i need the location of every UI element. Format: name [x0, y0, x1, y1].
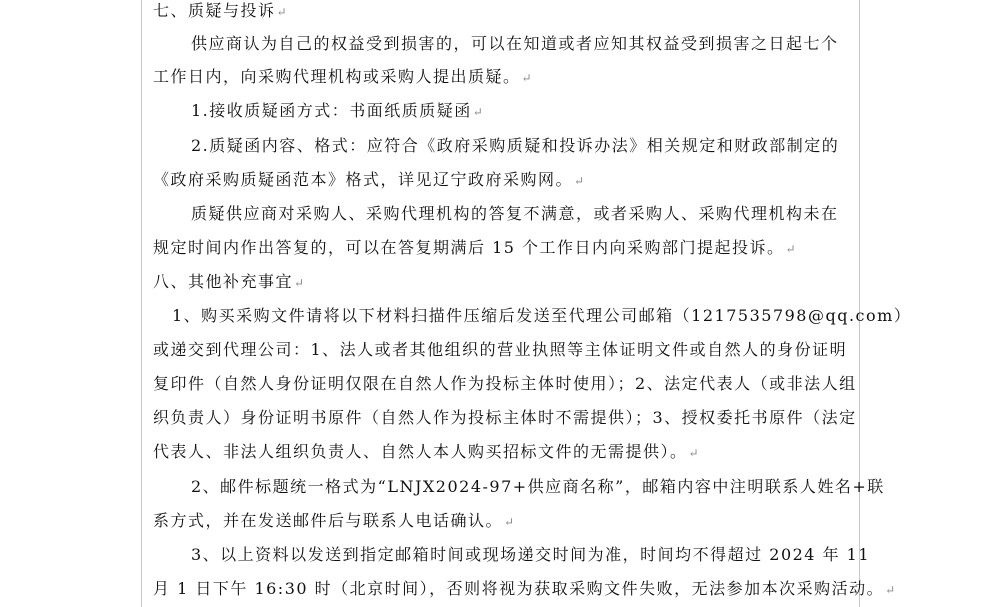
- section-8-item2-line1: 2、邮件标题统一格式为“LNJX2024-97+供应商名称”，邮箱内容中注明联系人姓名+联: [191, 477, 885, 496]
- section-7-heading: [153, 1, 288, 22]
- section-7-item2-line2-text: 《政府采购质疑函范本》格式，详见辽宁政府采购网。: [153, 170, 574, 189]
- section-7-para2-line2-text: 规定时间内作出答复的，可以在答复期满后 15 个工作日内向采购部门提起投诉。: [153, 238, 785, 257]
- paragraph-mark: ↵: [785, 242, 798, 256]
- section-8-item1-line5-text: 代表人、非法人组织负责人、自然人本人购买招标文件的无需提供）。: [153, 442, 688, 461]
- section-8-item1-line4: 织负责人）身份证明书原件（自然人作为投标主体时不需提供）；3、授权委托书原件（法定: [153, 408, 857, 427]
- section-8-item3-line1: 3、以上资料以发送到指定邮箱时间或现场递交时间为准，时间均不得超过 2024 年 11: [191, 545, 871, 564]
- section-7-para1-line2-text: 工作日内，向采购代理机构或采购人提出质疑。: [153, 67, 521, 86]
- section-7-item2-line2: [153, 170, 586, 191]
- section-8-item2-line2-text: 系方式，并在发送邮件后与联系人电话确认。: [153, 511, 504, 530]
- section-7-item1: [191, 101, 484, 122]
- section-8-item3-line2-text: 月 1 日下午 16:30 时（北京时间），否则将视为获取采购文件失败，无法参加本次采购活动。: [153, 579, 885, 598]
- paragraph-mark: ↵: [521, 71, 534, 85]
- section-8-item1-line3: 复印件（自然人身份证明仅限在自然人作为投标主体时使用）；2、法定代表人（或非法人组: [153, 374, 857, 393]
- section-7-para1-line1: 供应商认为自己的权益受到损害的，可以在知道或者应知其权益受到损害之日起七个: [191, 34, 839, 53]
- paragraph-mark: ↵: [276, 5, 289, 19]
- left-margin-guide: [141, 0, 142, 607]
- section-8-heading: [153, 272, 306, 293]
- paragraph-mark: ↵: [472, 105, 485, 119]
- section-8-item3-line2: [153, 579, 897, 600]
- paragraph-mark: ↵: [294, 276, 306, 290]
- section-7-para2-line1: 质疑供应商对采购人、采购代理机构的答复不满意，或者采购人、采购代理机构未在: [191, 204, 839, 223]
- section-7-item2-line1: 2.质疑函内容、格式：应符合《政府采购质疑和投诉办法》相关规定和财政部制定的: [191, 136, 840, 155]
- section-7-para1-line2: [153, 67, 533, 88]
- right-margin-guide: [859, 0, 860, 607]
- section-8-heading-text: 八、其他补充事宜: [153, 272, 294, 291]
- section-7-item1-text: 1.接收质疑函方式：书面纸质质疑函: [191, 101, 472, 120]
- section-8-item1-line5: [153, 442, 700, 463]
- section-8-item1-line2: 或递交到代理公司：1、法人或者其他组织的营业执照等主体证明文件或自然人的身份证明: [153, 340, 848, 359]
- section-8-item2-line2: [153, 511, 516, 532]
- paragraph-mark: ↵: [885, 583, 897, 597]
- paragraph-mark: ↵: [574, 174, 586, 188]
- paragraph-mark: ↵: [504, 515, 516, 529]
- section-7-para2-line2: [153, 238, 797, 259]
- section-8-item1-line1: 1、购买采购文件请将以下材料扫描件压缩后发送至代理公司邮箱（1217535798@qq.com）: [172, 306, 912, 325]
- section-7-heading-text: 七、质疑与投诉: [153, 1, 276, 20]
- paragraph-mark: ↵: [688, 446, 701, 460]
